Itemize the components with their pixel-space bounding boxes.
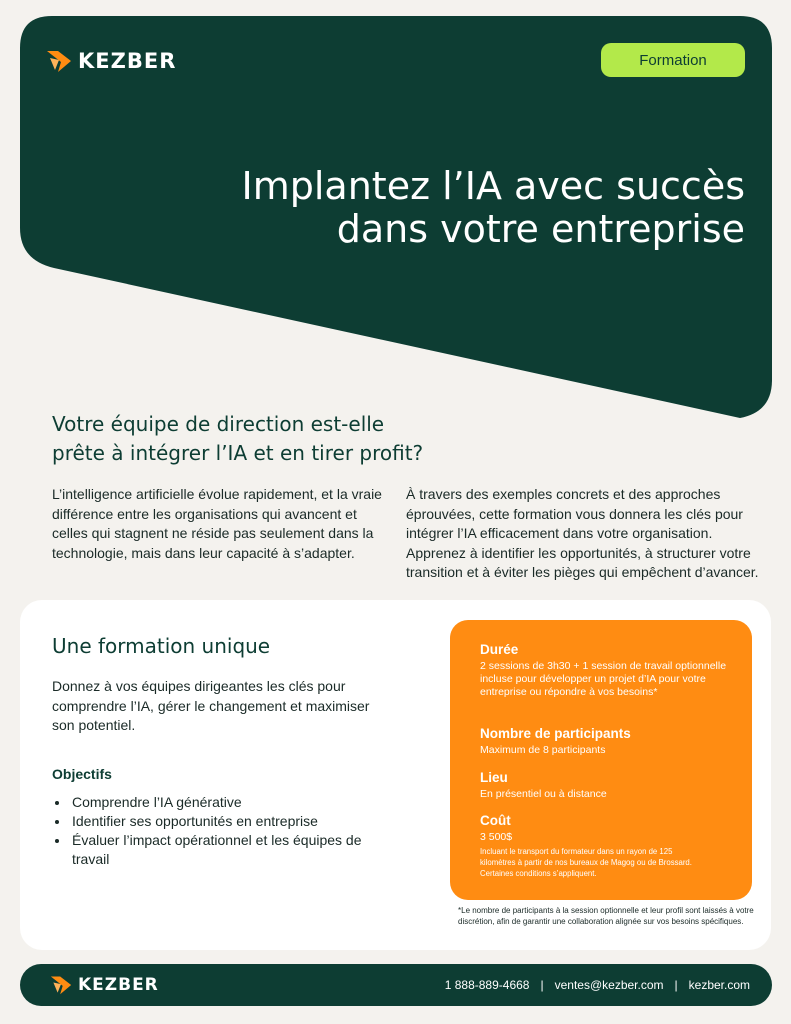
objectives-list <box>52 793 400 869</box>
separator: | <box>540 978 544 992</box>
participants-block <box>480 726 730 757</box>
location-block <box>480 770 730 801</box>
list-item: • Évaluer l’impact opérationnel et les équipes de travail <box>70 831 400 869</box>
training-title: Une formation unique <box>52 634 271 658</box>
list-item: • Identifier ses opportunités en entreprise <box>70 812 400 831</box>
header-logo[interactable] <box>46 48 176 74</box>
cost-label: Coût <box>480 813 511 828</box>
duration-label: Durée <box>480 642 519 657</box>
title-line-1: Implantez l’IA avec succès <box>241 164 745 208</box>
training-description: Donnez à vos équipes dirigeantes les clés pour comprendre l’IA, gérer le changement et maximiser son potentiel. <box>52 678 370 733</box>
page-title <box>125 165 745 251</box>
footer-bar <box>20 964 772 1006</box>
formation-badge: Formation <box>601 43 745 77</box>
cost-note: Incluant le transport du formateur dans un rayon de 125 kilomètres à partir de nos bureaux de Magog ou de Brossard. Certaines conditions s’appliquent. <box>480 847 692 878</box>
website-link[interactable]: kezber.com <box>688 978 750 992</box>
email-link[interactable]: ventes@kezber.com <box>554 978 664 992</box>
intro-question <box>52 410 512 468</box>
list-item: • Comprendre l’IA générative <box>70 793 400 812</box>
intro-right-paragraph: À travers des exemples concrets et des approches éprouvées, cette formation vous donnera les clés pour intégrer l’IA efficacement dans votre organisation. Apprenez à identifier les opportunités, à structurer votre transition et à éviter les pièges qui empêchent d’avancer. <box>406 486 759 580</box>
phone-link[interactable]: 1 888-889-4668 <box>444 978 530 992</box>
intro-left-paragraph: L’intelligence artificielle évolue rapidement, et la vraie différence entre les organisations qui avancent et celles qui stagnent ne réside pas seulement dans la technologie, mais dans leur capacité à s’adapter. <box>52 486 382 561</box>
details-box <box>450 620 752 900</box>
hawk-logo-icon <box>50 974 72 996</box>
question-line-1: Votre équipe de direction est-elle <box>52 412 385 436</box>
question-line-2: prête à intégrer l’IA et en tirer profit? <box>52 441 424 465</box>
cost-block <box>480 813 730 879</box>
hawk-logo-icon <box>46 48 72 74</box>
location-value: En présentiel ou à distance <box>480 788 607 800</box>
logo-wordmark: KEZBER <box>78 975 159 995</box>
separator: | <box>674 978 678 992</box>
location-label: Lieu <box>480 770 508 785</box>
duration-block <box>480 642 730 699</box>
logo-wordmark: KEZBER <box>78 49 177 73</box>
objectives-title: Objectifs <box>52 766 112 782</box>
duration-value: 2 sessions de 3h30 + 1 session de travail optionnelle incluse pour développer un projet d’IA pour votre entreprise ou répondre à vos besoins* <box>480 660 727 698</box>
footer-logo[interactable] <box>50 974 159 996</box>
footer-contacts <box>445 964 750 1006</box>
participants-value: Maximum de 8 participants <box>480 744 606 756</box>
title-line-2: dans votre entreprise <box>336 207 745 251</box>
cost-value: 3 500$ <box>480 831 513 843</box>
footnote: *Le nombre de participants à la session optionnelle et leur profil sont laissés à votre discrétion, afin de garantir une collaboration alignée sur vos besoins spécifiques. <box>458 906 754 926</box>
participants-label: Nombre de participants <box>480 726 631 741</box>
